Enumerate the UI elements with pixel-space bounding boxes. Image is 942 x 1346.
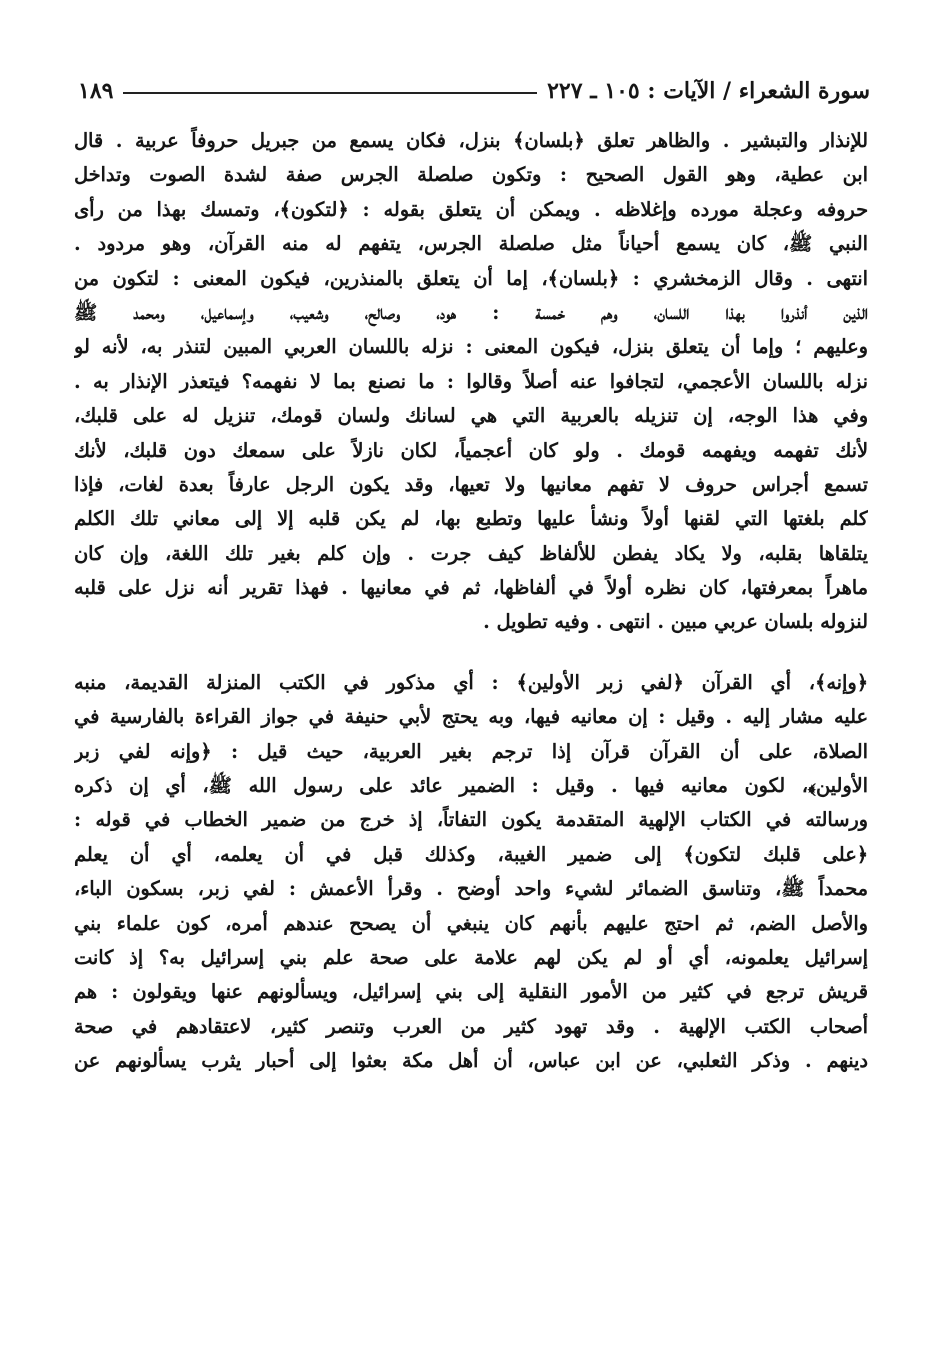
text-line: ماهراً بمعرفتها، كان نظره أولاً في ألفاظها، ثم في معانيها . فهذا تقرير أنه نزل على قلبه	[74, 576, 868, 600]
text-body	[74, 124, 868, 1079]
text-line: نزله باللسان الأعجمي، لتجافوا عنه أصلاً وقالوا : ما نصنع بما لا نفهمه؟ فيتعذر الإنذار به .	[74, 369, 868, 393]
page-header	[78, 74, 870, 108]
running-title: سورة الشعراء / الآيات : ١٠٥ ـ ٢٢٧	[547, 78, 870, 104]
text-line: الصلاة، على أن القرآن قرآن إذا ترجم بغير العربية، حيث قيل : ﴿وإنه لفي زبر	[74, 739, 868, 763]
text-line: الأولين﴾، لكون معانيه فيها . وقيل : الضمير عائد على رسول الله ﷺ، أي إن ذكره	[74, 774, 868, 798]
text-line: يتلقاها بقلبه، ولا يكاد يفطن للألفاظ كيف جرت . وإن كلم بغير تلك اللغة، وإن كان	[74, 541, 868, 565]
text-line: الذين أنذروا بهذا اللسان، وهم خمسة : هود، وصالح، وشعيب، وإسماعيل، ومحمد ﷺ	[74, 300, 868, 324]
text-line: ﴿على قلبك لتكون﴾ إلى ضمير الغيبة، وكذلك قبل في أن يعلمه، أي أن يعلم	[74, 842, 868, 866]
text-line: قريش ترجع في كثير من الأمور النقلية إلى بني إسرائيل، ويسألونهم عنها ويقولون : هم	[74, 980, 868, 1004]
text-line: وفي هذا الوجه، إن تنزيله بالعربية التي هي لسانك ولسان قومك، تنزيل له على قلبك،	[74, 404, 868, 428]
text-line: عليه مشار إليه . وقيل : إن معانيه فيها، وبه يحتج لأبي حنيفة في جواز القراءة بالفارسية في	[74, 705, 868, 729]
text-line: انتهى . وقال الزمخشري : ﴿بلسان﴾، إما أن يتعلق بالمنذرين، فيكون المعنى : لتكون من	[74, 266, 868, 290]
text-line: كلم بلغتها التي لقنها أولاً ونشأ عليها وتطبع بها، لم يكن قلبه إلا إلى معاني تلك الكلم	[74, 507, 868, 531]
text-line: أصحاب الكتب الإلهية . وقد تهود كثير من العرب وتنصر كثير، لاعتقادهم في صحة	[74, 1014, 868, 1038]
text-line: لأنك تفهمه ويفهمه قومك . ولو كان أعجمياً، لكان نازلاً على سمعك دون قلبك، لأنك	[74, 438, 868, 462]
page-number: ١٨٩	[78, 78, 114, 104]
text-line: والأصل الضم، ثم احتج عليهم بأنهم كان ينبغي أن يصحح عندهم أمره، كون علماء بني	[74, 911, 868, 935]
text-line: وعليهم ؛ وإما أن يتعلق بنزل، فيكون المعنى : نزله باللسان العربي المبين لتنذر به، لأنه لو	[74, 335, 868, 359]
text-line: تسمع أجراس حروف لا تفهم معانيها ولا تعيها، وقد يكون الرجل عارفاً بعدة لغات، فإذا	[74, 472, 868, 496]
text-line: ورسالته في الكتاب الإلهية المتقدمة يكون التفاتاً، إذ خرج من ضمير الخطاب في قوله :	[74, 808, 868, 832]
text-line: محمداً ﷺ، وتناسق الضمائر لشيء واحد أوضح . وقرأ الأعمش : لفي زبر، بسكون الباء،	[74, 877, 868, 901]
paragraph-gap	[74, 640, 868, 666]
text-line: دينهم . وذكر الثعلبي، عن ابن عباس، أن أهل مكة بعثوا إلى أحبار يثرب يسألونهم عن	[74, 1049, 868, 1073]
text-line: ﴿وإنه﴾، أي القرآن ﴿لفي زبر الأولين﴾ : أي مذكور في الكتب المنزلة القديمة، منبه	[74, 670, 868, 694]
text-line: النبي ﷺ، كان يسمع أحياناً مثل صلصلة الجرس، يتفهم له منه القرآن، وهو مردود .	[74, 232, 868, 256]
text-line: ابن عطية، وهو القول الصحيح : وتكون صلصلة الجرس صفة لشدة الصوت وتداخل	[74, 163, 868, 187]
header-rule	[123, 92, 537, 94]
paragraph-2	[74, 666, 868, 1079]
text-line: للإنذار والتبشير . والظاهر تعلق ﴿بلسان﴾ بنزل، فكان يسمع من جبريل حروفاً عربية . قال	[74, 129, 868, 152]
text-line: إسرائيل يعلمونه، أي أو لم يكن لهم علامة على صحة علم بني إسرائيل به؟ إذ كانت	[74, 945, 868, 969]
paragraph-1	[74, 124, 868, 640]
text-line: حروفه وعجلة مورده وإغلاظه . ويمكن أن يتعلق بقوله : ﴿لتكون﴾، وتمسك بهذا من رأى	[74, 197, 868, 221]
text-line: لنزوله بلسان عربي مبين . انتهى . وفيه تطويل .	[483, 610, 868, 634]
